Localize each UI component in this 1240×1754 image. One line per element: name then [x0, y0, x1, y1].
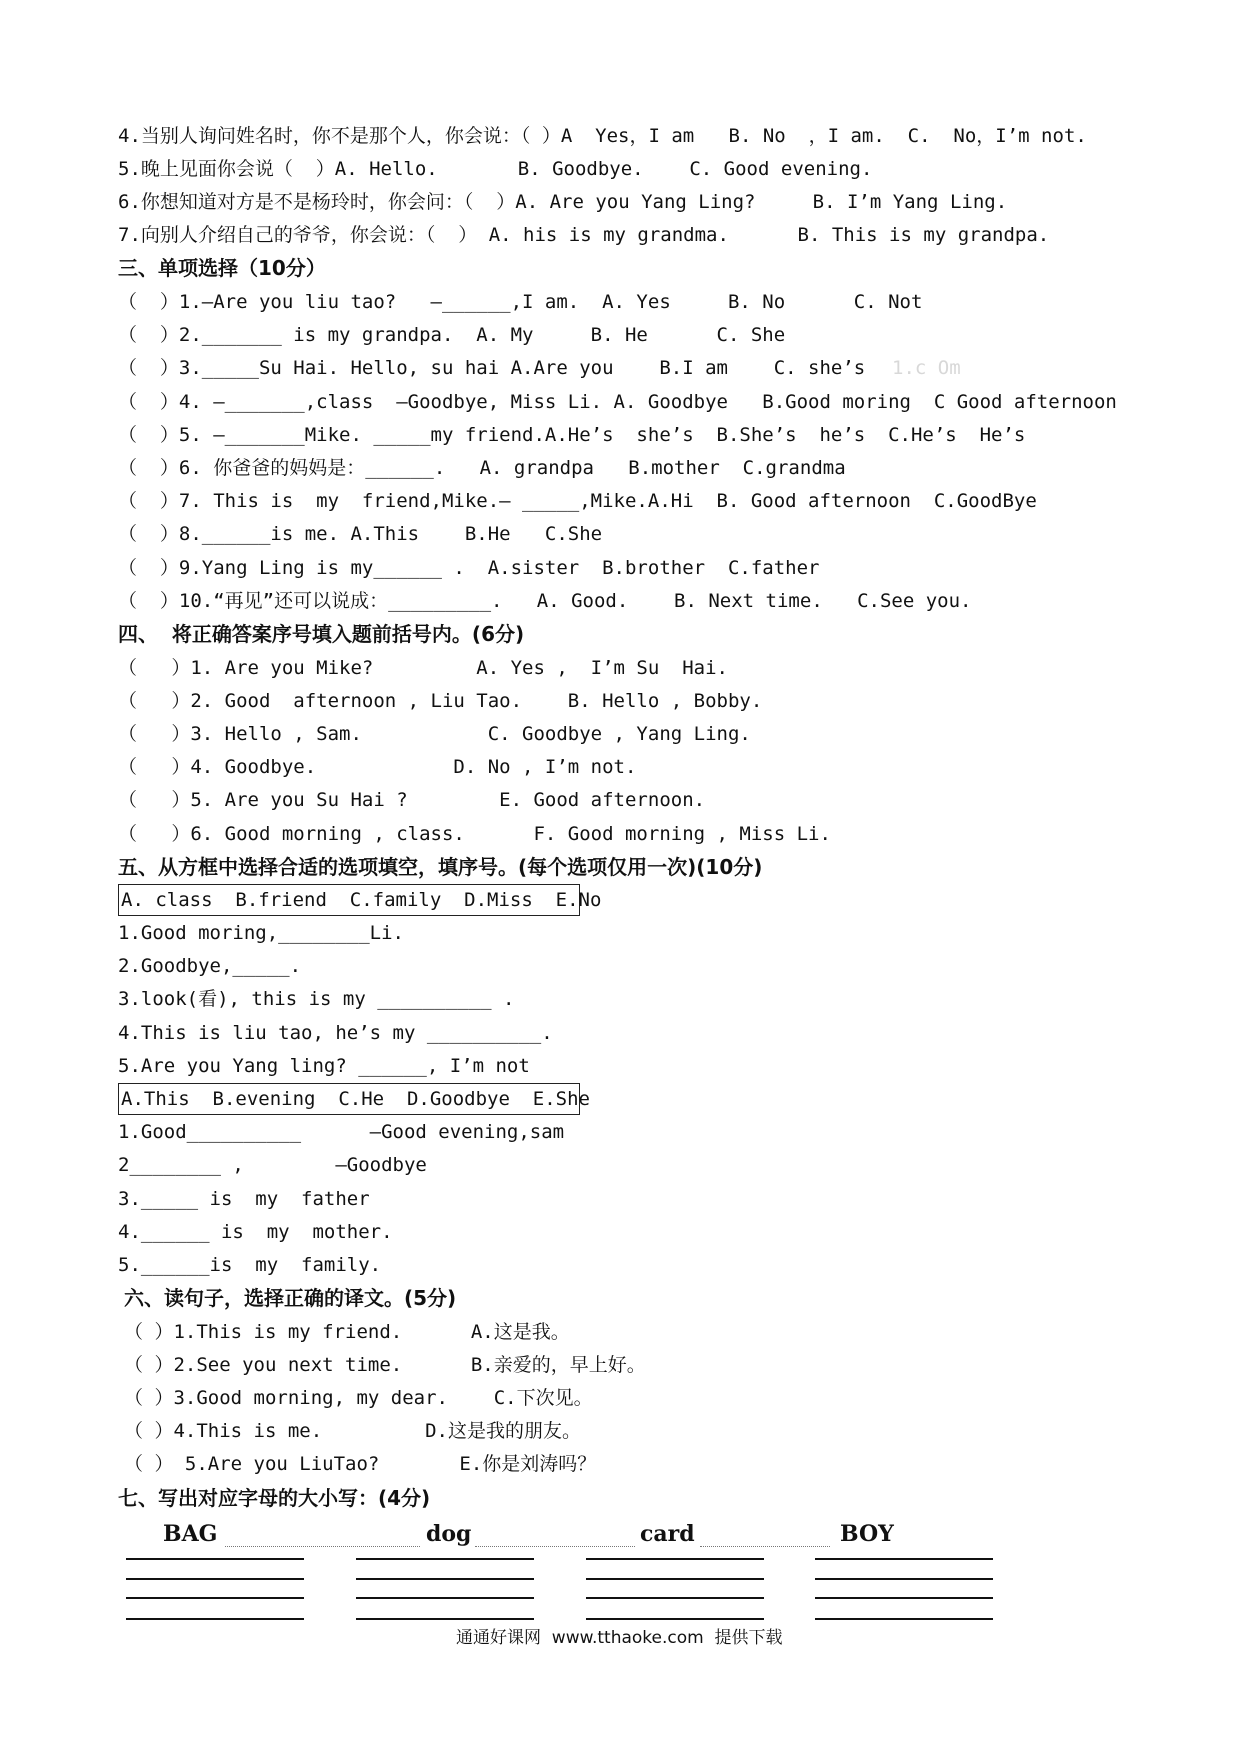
- writing-line: [126, 1558, 304, 1560]
- writing-line: [586, 1558, 764, 1560]
- question-line: （ ）9.Yang Ling is my______ . A.sister B.brother C.father: [118, 557, 820, 579]
- question-line: 6.你想知道对方是不是杨玲时，你会问：（ ）A. Are you Yang Ling? B. I’m Yang Ling.: [118, 191, 1008, 213]
- question-line: （ ）5. —_______Mike. _____my friend.A.He’s she’s B.She’s he’s C.He’s He’s: [118, 424, 1026, 446]
- question-line: （ ）2.See you next time. B.亲爱的，早上好。: [124, 1354, 646, 1376]
- writing-line: [815, 1618, 993, 1620]
- question-line: 1.Good__________ —Good evening,sam: [118, 1121, 565, 1143]
- question-line: （ ）2. Good afternoon , Liu Tao. B. Hello , Bobby.: [118, 690, 763, 712]
- writing-line: [126, 1597, 304, 1599]
- faint-text: 1.c Om: [892, 357, 961, 379]
- question-line: 2________ , —Goodbye: [118, 1154, 427, 1176]
- question-line: 2.Goodbye,_____.: [118, 955, 302, 977]
- section-4-heading: 四、 将正确答案序号填入题前括号内。(6分): [118, 622, 525, 646]
- question-line: 4.______ is my mother.: [118, 1221, 393, 1243]
- question-line: （ ）3. Hello , Sam. C. Goodbye , Yang Ling.: [118, 723, 751, 745]
- writing-line: [356, 1578, 534, 1580]
- dotted-guide: [225, 1546, 420, 1547]
- question-line: （ ）1. Are you Mike? A. Yes , I’m Su Hai.: [118, 657, 728, 679]
- section-7-heading: 七、写出对应字母的大小写：(4分): [118, 1486, 431, 1510]
- footer-credit: 通通好课网 www.tthaoke.com 提供下载: [456, 1628, 783, 1648]
- writing-line: [356, 1558, 534, 1560]
- word-box-options: A. class B.friend C.family D.Miss E.No: [121, 889, 602, 911]
- writing-line: [126, 1618, 304, 1620]
- section-3-heading: 三、单项选择（10分）: [118, 256, 326, 280]
- question-line: （ ）4. Goodbye. D. No , I’m not.: [118, 756, 637, 778]
- word-box-options: A.This B.evening C.He D.Goodbye E.She: [121, 1088, 590, 1110]
- writing-line: [815, 1597, 993, 1599]
- question-line: （ ）5. Are you Su Hai ? E. Good afternoon.: [118, 789, 706, 811]
- question-line: 5.Are you Yang ling? ______, I’m not: [118, 1055, 530, 1077]
- writing-line: [586, 1578, 764, 1580]
- section-6-heading: 六、读句子，选择正确的译文。(5分): [124, 1286, 457, 1310]
- question-line: （ ）3._____Su Hai. Hello, su hai A.Are you B.I am C. she’s: [118, 357, 866, 379]
- section-5-heading: 五、从方框中选择合适的选项填空，填序号。(每个选项仅用一次)(10分): [118, 855, 763, 879]
- writing-line: [815, 1578, 993, 1580]
- question-line: 4.This is liu tao, he’s my __________.: [118, 1022, 553, 1044]
- writing-line: [126, 1578, 304, 1580]
- question-line: （ ）10.“再见”还可以说成：_________. A. Good. B. Next time. C.See you.: [118, 590, 972, 612]
- question-line: （ ）7. This is my friend,Mike.— _____,Mike.A.Hi B. Good afternoon C.GoodBye: [118, 490, 1037, 512]
- writing-line: [356, 1618, 534, 1620]
- question-line: （ ） 5.Are you LiuTao? E.你是刘涛吗？: [124, 1453, 597, 1475]
- writing-line: [815, 1558, 993, 1560]
- writing-line: [356, 1597, 534, 1599]
- question-line: 5.晚上见面你会说（ ）A. Hello. B. Goodbye. C. Good evening.: [118, 158, 873, 180]
- question-line: 5.______is my family.: [118, 1254, 382, 1276]
- dotted-guide: [700, 1546, 830, 1547]
- question-line: （ ）2._______ is my grandpa. A. My B. He C. She: [118, 324, 786, 346]
- writing-line: [586, 1597, 764, 1599]
- question-line: 7.向别人介绍自己的爷爷，你会说：（ ） A. his is my grandma. B. This is my grandpa.: [118, 224, 1050, 246]
- question-line: 1.Good moring,________Li.: [118, 922, 404, 944]
- question-line: 3._____ is my father: [118, 1188, 370, 1210]
- letter-word: BAG: [163, 1521, 218, 1547]
- letter-word: dog: [426, 1521, 472, 1547]
- word-box: [118, 884, 602, 916]
- question-line: （ ）4. —_______,class —Goodbye, Miss Li. A. Goodbye B.Good moring C Good afternoon: [118, 391, 1117, 413]
- question-line: 4.当别人询问姓名时，你不是那个人，你会说：（ ）A Yes，I am B. No ，I am. C. No，I’m not.: [118, 125, 1087, 147]
- question-line: 3.look(看), this is my __________ .: [118, 988, 515, 1010]
- question-line: （ ）1.—Are you liu tao? —______,I am. A. Yes B. No C. Not: [118, 291, 923, 313]
- question-line: （ ）8.______is me. A.This B.He C.She: [118, 523, 603, 545]
- question-line: （ ）1.This is my friend. A.这是我。: [124, 1321, 570, 1343]
- letter-word: BOY: [840, 1521, 894, 1547]
- question-line: （ ）6. 你爸爸的妈妈是：______. A. grandpa B.mother C.grandma: [118, 457, 846, 479]
- writing-line: [586, 1618, 764, 1620]
- word-box: [118, 1083, 590, 1115]
- dotted-guide: [475, 1546, 635, 1547]
- letter-word: card: [640, 1521, 695, 1547]
- question-line: （ ）3.Good morning, my dear. C.下次见。: [124, 1387, 593, 1409]
- question-line: （ ）6. Good morning , class. F. Good morning , Miss Li.: [118, 823, 831, 845]
- question-line: （ ）4.This is me. D.这是我的朋友。: [124, 1420, 581, 1442]
